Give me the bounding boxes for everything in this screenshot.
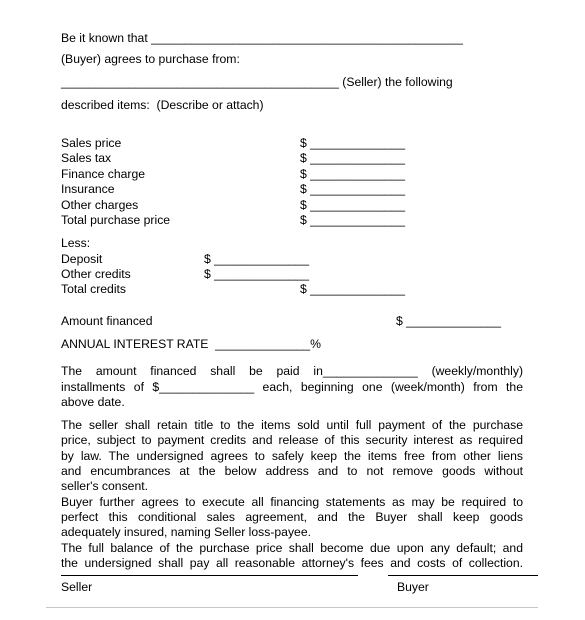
terms-line: by law. The undersigned agrees to safely keep the items free from other liens: [61, 449, 523, 463]
total-credits-label: Total credits: [61, 282, 127, 296]
seller-signature-line[interactable]: [61, 575, 358, 576]
amount-financed-label: Amount financed: [61, 314, 153, 328]
annual-interest-rate-line[interactable]: ANNUAL INTEREST RATE ______________%: [61, 337, 321, 351]
cost-label: Sales tax: [61, 151, 112, 165]
amount-financed-field[interactable]: $ ______________: [396, 314, 502, 328]
cost-field[interactable]: $ ______________: [300, 198, 406, 212]
credit-label: Deposit: [61, 252, 103, 266]
terms-line: The full balance of the purchase price shall become due upon any default; and: [61, 541, 523, 555]
total-credits-field[interactable]: $ ______________: [300, 282, 406, 296]
cost-field[interactable]: $ ______________: [300, 167, 406, 181]
terms-line: and encumbrances at the below address and to not remove goods without: [61, 464, 523, 478]
cost-label: Insurance: [61, 182, 115, 196]
buyer-name-line[interactable]: Be it known that ______________________________________________: [61, 31, 463, 45]
credit-label: Other credits: [61, 267, 131, 281]
terms-line: perfect this conditional sales agreement, and the Buyer shall keep goods: [61, 510, 523, 524]
cost-field[interactable]: $ ______________: [300, 213, 406, 227]
cost-label: Total purchase price: [61, 213, 171, 227]
terms-line: Buyer further agrees to execute all financing statements as may be required to: [61, 495, 523, 509]
less-heading: Less:: [61, 236, 91, 250]
cost-field[interactable]: $ ______________: [300, 136, 406, 150]
terms-line: The seller shall retain title to the items sold until full payment of the purchase: [61, 418, 523, 432]
cost-label: Sales price: [61, 136, 122, 150]
page-bottom-divider: [46, 607, 538, 608]
payment-line: The amount financed shall be paid in______________ (weekly/monthly): [61, 364, 523, 378]
terms-line: seller's consent.: [61, 479, 149, 493]
buyer-signature-label: Buyer: [397, 580, 429, 594]
cost-field[interactable]: $ ______________: [300, 182, 406, 196]
seller-signature-label: Seller: [61, 580, 93, 594]
cost-field[interactable]: $ ______________: [300, 151, 406, 165]
terms-line: the undersigned shall pay all reasonable attorney's fees and costs of collection.: [61, 556, 523, 570]
terms-line: price, subject to payment credits and release of this security interest as required: [61, 433, 523, 447]
payment-line: above date.: [61, 395, 125, 409]
buyer-signature-line[interactable]: [388, 575, 538, 576]
terms-line: adequately insured, naming Seller loss-payee.: [61, 525, 311, 539]
cost-label: Finance charge: [61, 167, 146, 181]
cost-label: Other charges: [61, 198, 139, 212]
seller-name-line[interactable]: _________________________________________ (Seller) the following: [61, 75, 453, 89]
described-items-text: described items: (Describe or attach): [61, 98, 264, 112]
credit-field[interactable]: $ ______________: [204, 267, 310, 281]
credit-field[interactable]: $ ______________: [204, 252, 310, 266]
payment-line: installments of $______________ each, beginning one (week/month) from the: [61, 380, 523, 394]
buyer-agrees-text: (Buyer) agrees to purchase from:: [61, 52, 240, 66]
